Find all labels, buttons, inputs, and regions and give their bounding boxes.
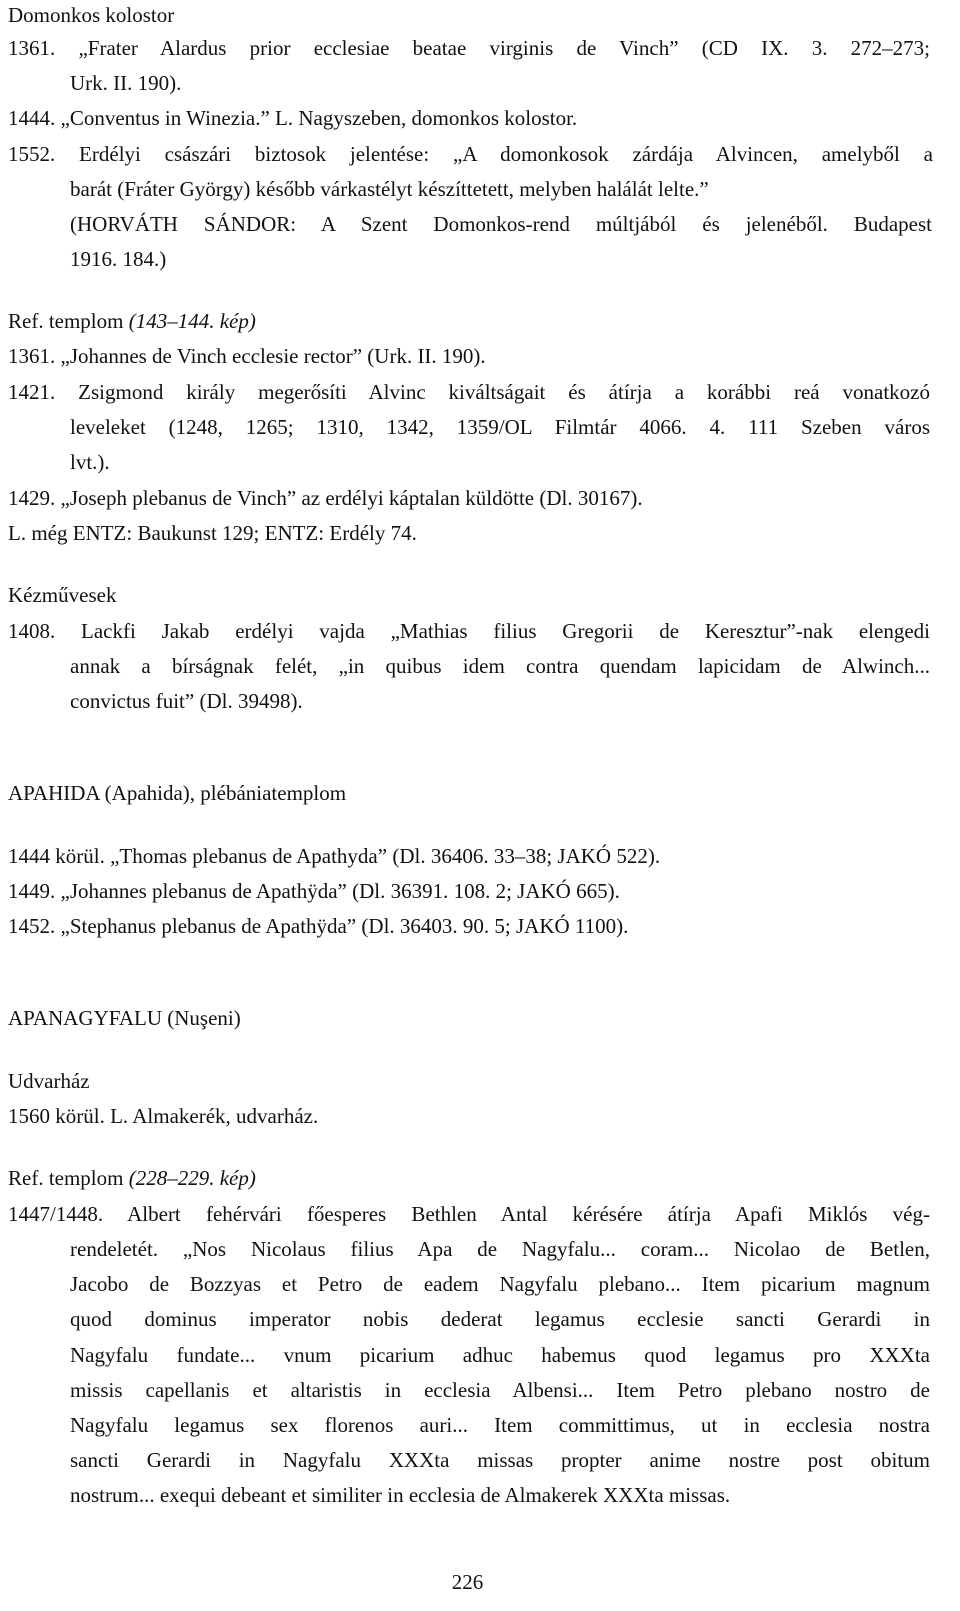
text-line: 1916. 184.)	[70, 247, 167, 271]
text-line: Urk. II. 190).	[70, 71, 182, 95]
text-line: Nagyfalu legamus sex florenos auri... Item committimus, ut in ecclesia nostra	[70, 1413, 930, 1437]
text-line: L. még ENTZ: Baukunst 129; ENTZ: Erdély 74.	[8, 521, 417, 545]
entry-heading-apanagyfalu: APANAGYFALU (Nuşeni)	[8, 1006, 241, 1030]
text-line: leveleket (1248, 1265; 1310, 1342, 1359/OL Filmtár 4066. 4. 111 Szeben város	[70, 415, 930, 439]
text-line: 1408. Lackfi Jakab erdélyi vajda „Mathias filius Gregorii de Keresztur”-nak elengedi	[8, 619, 930, 643]
page-number: 226	[451, 1570, 484, 1594]
text-line: 1361. „Frater Alardus prior ecclesiae beatae virginis de Vinch” (CD IX. 3. 272–273;	[8, 36, 930, 60]
section-heading-domonkos: Domonkos kolostor	[8, 3, 175, 27]
text-line: lvt.).	[70, 450, 110, 474]
section-heading-kezmuvesek: Kézművesek	[8, 583, 117, 607]
text-line: Nagyfalu fundate... vnum picarium adhuc habemus quod legamus pro XXXta	[70, 1343, 930, 1367]
heading-text: Ref. templom	[8, 1166, 124, 1190]
text-line: 1552. Erdélyi császári biztosok jelentése: „A domonkosok zárdája Alvincen, amelyből a	[8, 142, 933, 166]
text-line: barát (Fráter György) később várkastélyt készíttetett, melyben halálát lelte.”	[70, 177, 709, 201]
section-heading-ref-templom	[8, 1165, 256, 1191]
heading-text: Ref. templom	[8, 309, 124, 333]
text-line: 1444 körül. „Thomas plebanus de Apathyda” (Dl. 36406. 33–38; JAKÓ 522).	[8, 844, 661, 868]
text-line: convictus fuit” (Dl. 39498).	[70, 689, 303, 713]
text-line: 1361. „Johannes de Vinch ecclesie rector” (Urk. II. 190).	[8, 344, 486, 368]
text-line: Jacobo de Bozzyas et Petro de eadem Nagyfalu plebano... Item picarium magnum	[70, 1272, 930, 1296]
text-line: 1560 körül. L. Almakerék, udvarház.	[8, 1104, 319, 1128]
text-line: annak a bírságnak felét, „in quibus idem contra quendam lapicidam de Alwinch...	[70, 654, 930, 678]
text-line: (HORVÁTH SÁNDOR: A Szent Domonkos-rend múltjából és jelenéből. Budapest	[70, 212, 932, 236]
text-line: 1421. Zsigmond király megerősíti Alvinc kiváltságait és átírja a korábbi reá vonatkozó	[8, 380, 930, 404]
text-line: 1452. „Stephanus plebanus de Apathÿda” (Dl. 36403. 90. 5; JAKÓ 1100).	[8, 914, 629, 938]
text-line: nostrum... exequi debeant et similiter in ecclesia de Almakerek XXXta missas.	[70, 1483, 731, 1507]
text-line: 1449. „Johannes plebanus de Apathÿda” (Dl. 36391. 108. 2; JAKÓ 665).	[8, 879, 620, 903]
figure-reference: (228–229. kép)	[128, 1166, 256, 1190]
section-heading-udvarhaz: Udvarház	[8, 1069, 90, 1093]
section-heading-ref-templom	[8, 308, 256, 334]
entry-heading-apahida: APAHIDA (Apahida), plébániatemplom	[8, 781, 347, 805]
text-line: quod dominus imperator nobis dederat legamus ecclesie sancti Gerardi in	[70, 1307, 930, 1331]
text-line: 1429. „Joseph plebanus de Vinch” az erdélyi káptalan küldötte (Dl. 30167).	[8, 486, 643, 510]
text-line: rendeletét. „Nos Nicolaus filius Apa de Nagyfalu... coram... Nicolao de Betlen,	[70, 1237, 930, 1261]
figure-reference: (143–144. kép)	[128, 309, 256, 333]
text-line: sancti Gerardi in Nagyfalu XXXta missas propter anime nostre post obitum	[70, 1448, 930, 1472]
text-line: 1444. „Conventus in Winezia.” L. Nagyszeben, domonkos kolostor.	[8, 106, 578, 130]
text-line: missis capellanis et altaristis in ecclesia Albensi... Item Petro plebano nostro de	[70, 1378, 930, 1402]
text-line: 1447/1448. Albert fehérvári főesperes Bethlen Antal kérésére átírja Apafi Miklós vég-	[8, 1202, 930, 1226]
